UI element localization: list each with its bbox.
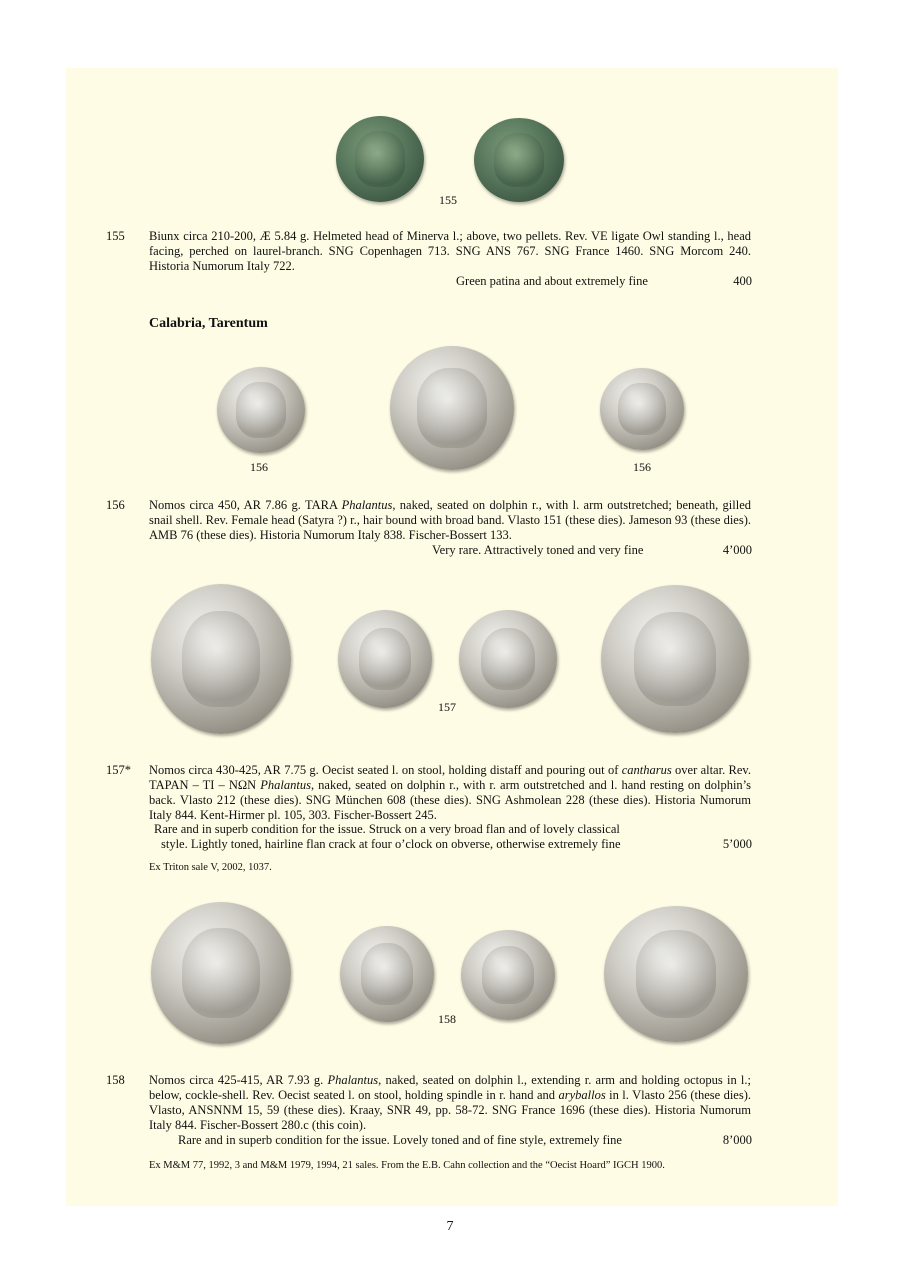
lot-number-157: 157* bbox=[106, 763, 131, 777]
figure-label-158: 158 bbox=[438, 1012, 456, 1026]
lot-number-156: 156 bbox=[106, 498, 125, 512]
lot-grade-155: Green patina and about extremely fine bbox=[456, 274, 648, 288]
coin-158-obverse-image bbox=[340, 926, 434, 1022]
lot-provenance-157: Ex Triton sale V, 2002, 1037. bbox=[149, 862, 272, 873]
coin-157-obverse-large-image bbox=[151, 584, 291, 734]
figure-label-157: 157 bbox=[438, 700, 456, 714]
coin-155-reverse-image bbox=[474, 118, 564, 202]
coin-156-a-reverse-image bbox=[390, 346, 514, 470]
lot-provenance-158: Ex M&M 77, 1992, 3 and M&M 1979, 1994, 21 sales. From the E.B. Cahn collection and the “Oecist Hoard” IGCH 1900. bbox=[149, 1160, 665, 1171]
lot-number-155: 155 bbox=[106, 229, 125, 243]
lot-price-158: 8’000 bbox=[722, 1133, 752, 1147]
lot-price-157: 5’000 bbox=[722, 837, 752, 851]
lot-description-158: Nomos circa 425-415, AR 7.93 g. Phalantus, naked, seated on dolphin l., extending r. arm and holding octopus in l.; below, cockle-shell. Rev. Oecist seated l. on stool, holding spindle in r. hand and aryballos in l. Vlasto 256 (these dies). Vlasto, ANSNNM 15, 59 (these dies). Kraay, SNR 49, pp. 58-72. SNG France 1696 (these dies). Historia Numorum Italy 844. Fischer-Bossert 280.c (this coin). bbox=[149, 1073, 752, 1132]
section-heading: Calabria, Tarentum bbox=[149, 316, 268, 331]
coin-157-reverse-large-image bbox=[601, 585, 749, 733]
coin-158-obverse-large-image bbox=[151, 902, 291, 1044]
coin-158-reverse-large-image bbox=[604, 906, 748, 1042]
lot-grade-157-line2: style. Lightly toned, hairline flan crack at four o’clock on obverse, otherwise extremely fine bbox=[161, 837, 621, 851]
figure-label-155: 155 bbox=[439, 193, 457, 207]
page-number: 7 bbox=[446, 1219, 454, 1234]
figure-label-156-left: 156 bbox=[250, 460, 268, 474]
coin-156-b-reverse-image bbox=[600, 368, 684, 450]
coin-158-reverse-image bbox=[461, 930, 555, 1020]
lot-number-158: 158 bbox=[106, 1073, 125, 1087]
lot-grade-158: Rare and in superb condition for the issue. Lovely toned and of fine style, extremely fine bbox=[178, 1133, 622, 1147]
coin-156-a-obverse-image bbox=[217, 367, 305, 453]
lot-grade-156: Very rare. Attractively toned and very fine bbox=[432, 543, 644, 557]
lot-description-156: Nomos circa 450, AR 7.86 g. TARA Phalantus, naked, seated on dolphin r., with l. arm outstretched; beneath, gilled snail shell. Rev. Female head (Satyra ?) r., hair bound with broad band. Vlasto 151 (these dies). Jameson 93 (these dies). AMB 76 (these dies). Historia Numorum Italy 838. Fischer-Bossert 133. bbox=[149, 498, 751, 542]
lot-description-157: Nomos circa 430-425, AR 7.75 g. Oecist seated l. on stool, holding distaff and pouring out of cantharus over altar. Rev. TAPAN – TI – NΩN Phalantus, naked, seated on dolphin r., with r. arm outstretched and l. hand resting on dolphin’s back. Vlasto 212 (these dies). SNG München 608 (these dies). SNG Ashmolean 228 (these dies). Historia Numorum Italy 844. Kent-Hirmer pl. 105, 303. Fischer-Bossert 245. bbox=[149, 763, 752, 822]
lot-description-155: Biunx circa 210-200, Æ 5.84 g. Helmeted head of Minerva l.; above, two pellets. Rev. VE ligate Owl standing l., head facing, perched on laurel-branch. SNG Copenhagen 713. SNG ANS 767. SNG France 1460. SNG Morcom 240. Historia Numorum Italy 722. bbox=[149, 229, 751, 273]
figure-label-156-right: 156 bbox=[633, 460, 651, 474]
coin-155-obverse-image bbox=[336, 116, 424, 202]
lot-price-155: 400 bbox=[733, 274, 752, 288]
coin-157-obverse-image bbox=[338, 610, 432, 708]
lot-grade-157-line1: Rare and in superb condition for the issue. Struck on a very broad flan and of lovely classical bbox=[154, 822, 620, 836]
lot-price-156: 4’000 bbox=[722, 543, 752, 557]
coin-157-reverse-image bbox=[459, 610, 557, 708]
